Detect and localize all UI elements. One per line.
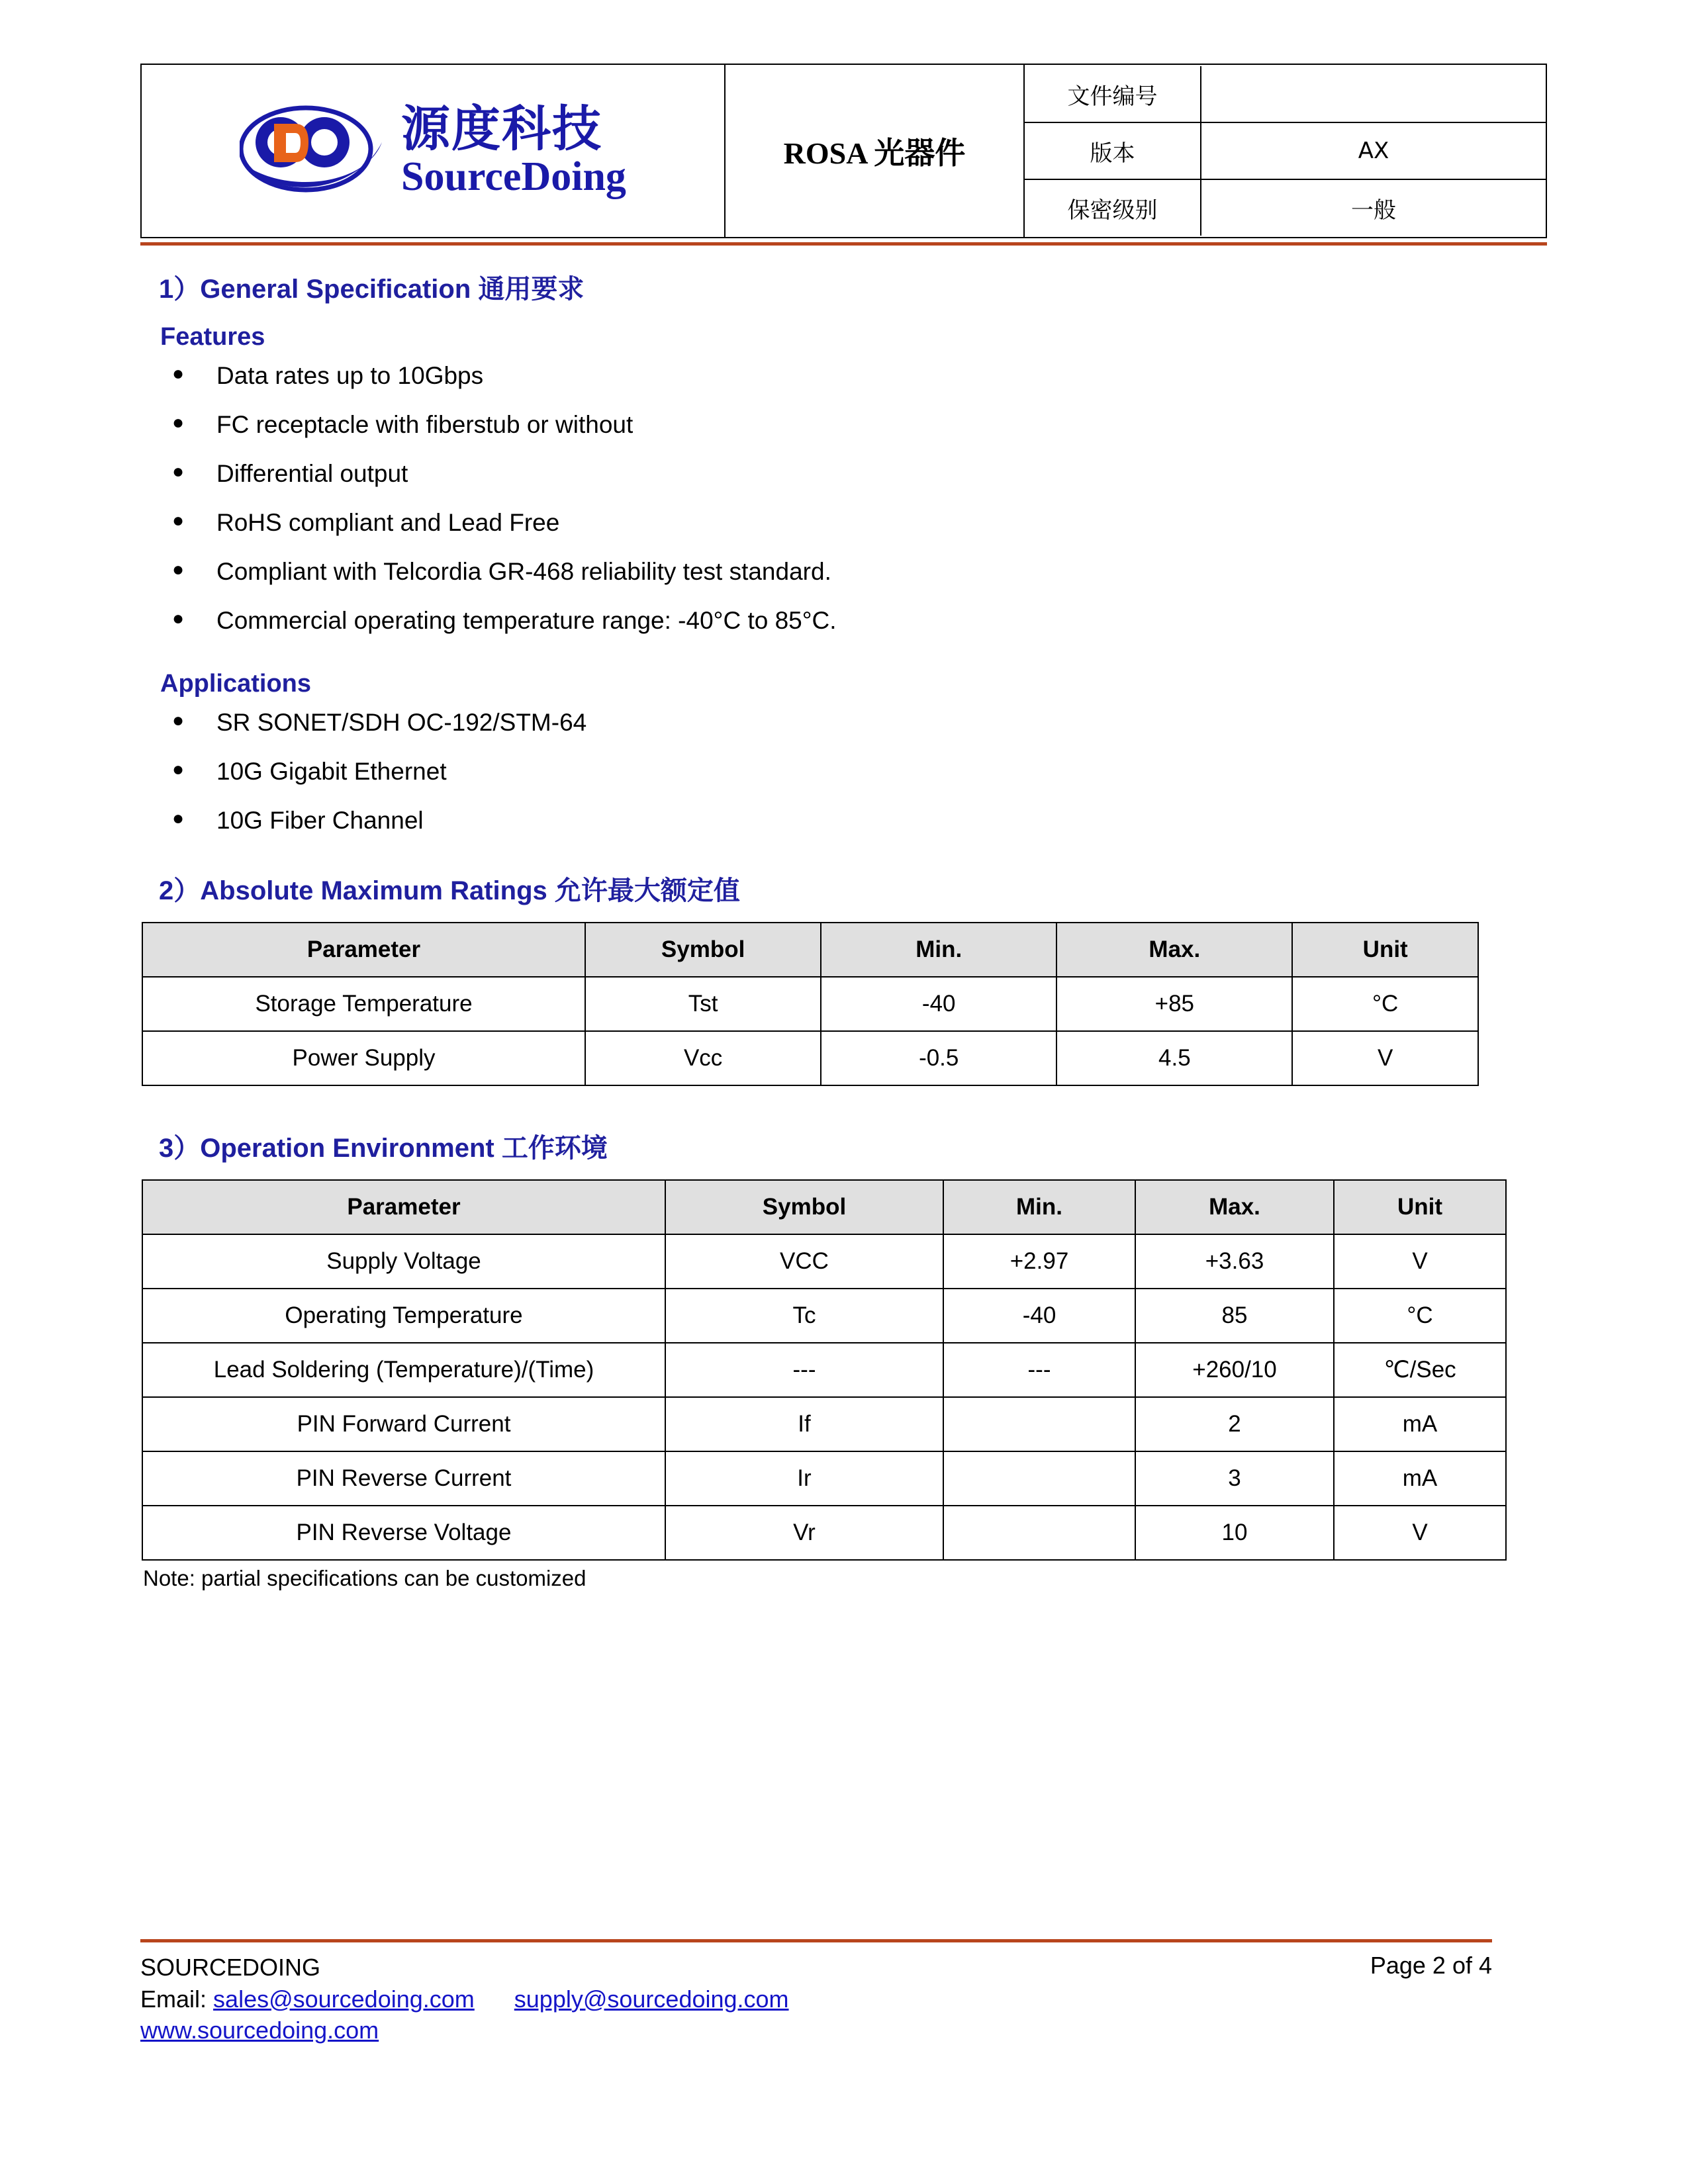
absolute-maximum-ratings-table-wrap bbox=[140, 922, 1547, 1086]
cell-min: -40 bbox=[943, 1289, 1135, 1343]
section-3-title-cn: 工作环境 bbox=[501, 1133, 608, 1163]
document-title-cn: 光器件 bbox=[874, 135, 966, 171]
table-row bbox=[142, 1397, 1506, 1451]
column-header-parameter: Parameter bbox=[142, 1180, 665, 1234]
company-logo-cell bbox=[141, 64, 725, 238]
section-2-title-cn: 允许最大额定值 bbox=[554, 876, 740, 906]
cell-max: 4.5 bbox=[1056, 1031, 1292, 1085]
column-header-unit: Unit bbox=[1334, 1180, 1506, 1234]
cell-symbol: Tc bbox=[665, 1289, 943, 1343]
table-row bbox=[142, 1343, 1506, 1397]
cell-max: 3 bbox=[1135, 1451, 1334, 1506]
table-header-row bbox=[142, 1180, 1506, 1234]
cell-max: 2 bbox=[1135, 1397, 1334, 1451]
table-note: Note: partial specifications can be customized bbox=[143, 1566, 586, 1590]
meta-row bbox=[1025, 122, 1546, 179]
document-header bbox=[140, 64, 1547, 238]
table-row bbox=[142, 1234, 1506, 1289]
document-title-en: ROSA bbox=[783, 136, 867, 170]
cell-symbol: --- bbox=[665, 1343, 943, 1397]
cell-unit: ℃/Sec bbox=[1334, 1343, 1506, 1397]
table-row bbox=[142, 1031, 1478, 1085]
cell-min: -0.5 bbox=[821, 1031, 1056, 1085]
page-content bbox=[140, 64, 1547, 1591]
section-3-title-en: Operation Environment bbox=[200, 1134, 494, 1163]
applications-list bbox=[160, 710, 1547, 833]
column-header-min: Min. bbox=[821, 923, 1056, 977]
section-1-title-cn: 通用要求 bbox=[478, 274, 585, 304]
section-1-title-en: General Specification bbox=[200, 275, 471, 304]
footer-page-number: Page 2 of 4 bbox=[1370, 1952, 1492, 1979]
features-list bbox=[160, 363, 1547, 633]
section-2-title-en: Absolute Maximum Ratings bbox=[200, 876, 547, 905]
cell-unit: mA bbox=[1334, 1397, 1506, 1451]
section-3-number: 3） bbox=[159, 1134, 201, 1163]
cell-symbol: Tst bbox=[585, 977, 821, 1031]
meta-label-doc-number: 文件编号 bbox=[1025, 66, 1201, 122]
cell-min bbox=[943, 1506, 1135, 1560]
table-row bbox=[142, 1506, 1506, 1560]
operation-environment-table bbox=[142, 1179, 1507, 1561]
cell-symbol: VCC bbox=[665, 1234, 943, 1289]
absolute-maximum-ratings-table bbox=[142, 922, 1479, 1086]
cell-max: +3.63 bbox=[1135, 1234, 1334, 1289]
cell-parameter: Storage Temperature bbox=[142, 977, 585, 1031]
column-header-unit: Unit bbox=[1292, 923, 1478, 977]
cell-max: +85 bbox=[1056, 977, 1292, 1031]
meta-label-version: 版本 bbox=[1025, 122, 1201, 179]
table-header-row bbox=[142, 923, 1478, 977]
meta-label-confidentiality: 保密级别 bbox=[1025, 179, 1201, 236]
column-header-symbol: Symbol bbox=[665, 1180, 943, 1234]
cell-min: --- bbox=[943, 1343, 1135, 1397]
document-meta-cell bbox=[1024, 64, 1546, 238]
section-1-heading bbox=[159, 268, 1547, 306]
cell-unit: V bbox=[1292, 1031, 1478, 1085]
cell-parameter: Lead Soldering (Temperature)/(Time) bbox=[142, 1343, 665, 1397]
cell-parameter: PIN Forward Current bbox=[142, 1397, 665, 1451]
column-header-symbol: Symbol bbox=[585, 923, 821, 977]
header-divider bbox=[140, 242, 1547, 246]
footer-website-link[interactable]: www.sourcedoing.com bbox=[140, 2017, 379, 2044]
cell-symbol: Vr bbox=[665, 1506, 943, 1560]
cell-parameter: Power Supply bbox=[142, 1031, 585, 1085]
column-header-max: Max. bbox=[1056, 923, 1292, 977]
footer-company: SOURCEDOING bbox=[140, 1954, 321, 1981]
applications-heading: Applications bbox=[160, 670, 312, 698]
table-row bbox=[142, 977, 1478, 1031]
cell-parameter: PIN Reverse Current bbox=[142, 1451, 665, 1506]
footer-email-sales-link[interactable]: sales@sourcedoing.com bbox=[213, 1985, 475, 2013]
document-title-cell bbox=[725, 64, 1024, 238]
cell-min: +2.97 bbox=[943, 1234, 1135, 1289]
meta-value-confidentiality: 一般 bbox=[1201, 179, 1546, 236]
meta-value-version: AX bbox=[1201, 122, 1546, 179]
features-heading: Features bbox=[160, 323, 265, 351]
footer-divider bbox=[140, 1939, 1492, 1942]
cell-unit: V bbox=[1334, 1234, 1506, 1289]
sourcedoing-logo-icon bbox=[240, 101, 392, 201]
cell-symbol: If bbox=[665, 1397, 943, 1451]
meta-row bbox=[1025, 66, 1546, 122]
column-header-max: Max. bbox=[1135, 1180, 1334, 1234]
list-item: ● 10G Fiber Channel bbox=[160, 808, 1547, 833]
meta-value-doc-number bbox=[1201, 66, 1546, 122]
list-item: ● Commercial operating temperature range: -40°C to 85°C. bbox=[160, 608, 1547, 633]
list-item: ● Compliant with Telcordia GR-468 reliability test standard. bbox=[160, 559, 1547, 584]
table-row bbox=[142, 1289, 1506, 1343]
cell-min bbox=[943, 1451, 1135, 1506]
cell-max: +260/10 bbox=[1135, 1343, 1334, 1397]
cell-symbol: Ir bbox=[665, 1451, 943, 1506]
section-2-heading bbox=[159, 870, 1547, 907]
list-item: ● SR SONET/SDH OC-192/STM-64 bbox=[160, 710, 1547, 735]
cell-max: 85 bbox=[1135, 1289, 1334, 1343]
cell-max: 10 bbox=[1135, 1506, 1334, 1560]
logo-chinese-name: 源度科技 bbox=[401, 101, 603, 158]
operation-environment-table-wrap bbox=[140, 1179, 1547, 1591]
meta-row bbox=[1025, 179, 1546, 236]
list-item: ● 10G Gigabit Ethernet bbox=[160, 759, 1547, 784]
cell-parameter: Operating Temperature bbox=[142, 1289, 665, 1343]
cell-parameter: Supply Voltage bbox=[142, 1234, 665, 1289]
section-1-number: 1） bbox=[159, 275, 201, 304]
page-footer bbox=[140, 1939, 1492, 2046]
cell-symbol: Vcc bbox=[585, 1031, 821, 1085]
cell-unit: °C bbox=[1334, 1289, 1506, 1343]
cell-unit: mA bbox=[1334, 1451, 1506, 1506]
cell-unit: °C bbox=[1292, 977, 1478, 1031]
table-row bbox=[142, 1451, 1506, 1506]
section-2-number: 2） bbox=[159, 876, 201, 905]
cell-min bbox=[943, 1397, 1135, 1451]
list-item: ● FC receptacle with fiberstub or without bbox=[160, 412, 1547, 437]
cell-unit: V bbox=[1334, 1506, 1506, 1560]
footer-email-label: Email: bbox=[140, 1985, 207, 2013]
list-item: ● Differential output bbox=[160, 461, 1547, 486]
column-header-min: Min. bbox=[943, 1180, 1135, 1234]
list-item: ● Data rates up to 10Gbps bbox=[160, 363, 1547, 388]
footer-email-supply-link[interactable]: supply@sourcedoing.com bbox=[514, 1985, 789, 2013]
logo-english-name: SourceDoing bbox=[401, 154, 626, 199]
section-3-heading bbox=[159, 1127, 1547, 1165]
column-header-parameter: Parameter bbox=[142, 923, 585, 977]
cell-min: -40 bbox=[821, 977, 1056, 1031]
list-item: ● RoHS compliant and Lead Free bbox=[160, 510, 1547, 535]
cell-parameter: PIN Reverse Voltage bbox=[142, 1506, 665, 1560]
